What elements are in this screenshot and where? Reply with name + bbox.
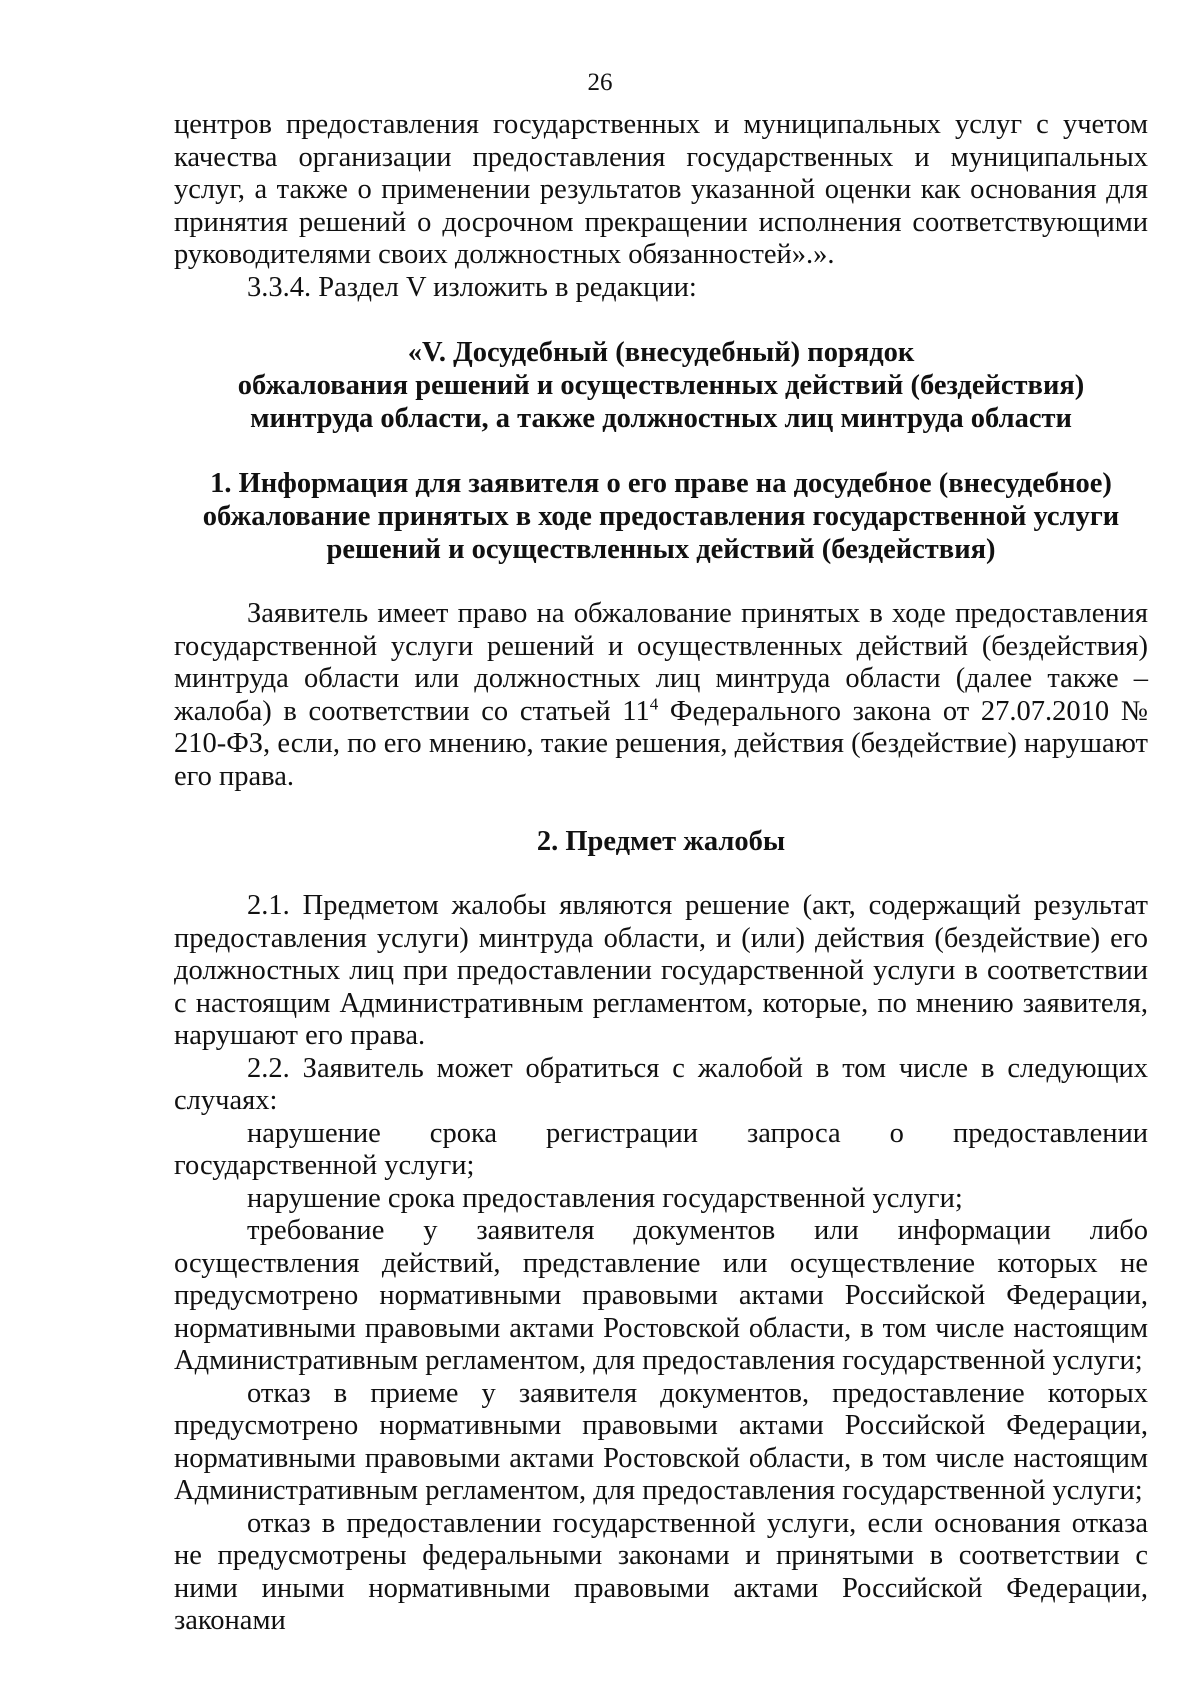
subsection-1-text-part: Заявитель имеет право на обжалование принятых в ходе предоставления государственной услуги решений и осуществленных действий (бездействия) минтруда области или должностных лиц минтруда области (далее также – жалоба) в соответствии со статьей 11 bbox=[174, 598, 1148, 727]
subsection-1-text-part: Федерального закона от 27.07.2010 № 210-ФЗ, если, по его мнению, такие решения, действия (бездействие) нарушают его права. bbox=[174, 695, 1148, 792]
list-item: нарушение срока предоставления государственной услуги; bbox=[247, 1182, 963, 1214]
section-v-heading-line: обжалования решений и осуществленных действий (бездействия) bbox=[237, 370, 1085, 401]
list-item: требование у заявителя документов или информации либо осуществления действий, представление или осуществление которых не предусмотрено нормативными правовыми актами Российской Федерации, нормативными правовыми актами Ростовской области, в том числе настоящим Административным регламентом, для предоставления государственной услуги; bbox=[174, 1215, 1148, 1376]
section-v-heading-line: минтруда области, а также должностных лиц минтруда области bbox=[250, 403, 1072, 434]
subsection-2-heading: 2. Предмет жалобы bbox=[536, 826, 786, 857]
subsection-1-heading bbox=[174, 467, 1148, 566]
subsection-1-heading-line: решений и осуществленных действий (бездействия) bbox=[326, 534, 996, 565]
subsection-1-heading-line: обжалование принятых в ходе предоставления государственной услуги bbox=[202, 501, 1120, 532]
list-item: отказ в приеме у заявителя документов, предоставление которых предусмотрено нормативными правовыми актами Российской Федерации, нормативными правовыми актами Ростовской области, в том числе настоящим Административным регламентом, для предоставления государственной услуги; bbox=[174, 1377, 1148, 1506]
paragraph-2-1: 2.1. Предметом жалобы являются решение (акт, содержащий результат предоставления услуги) минтруда области, и (или) действия (бездействие) его должностных лиц при предоставлении государственной услуги в соответствии с настоящим Административным регламентом, которые, по мнению заявителя, нарушают его права. bbox=[174, 890, 1148, 1051]
section-v-heading-line: «V. Досудебный (внесудебный) порядок bbox=[407, 337, 915, 368]
item-3-3-4: 3.3.4. Раздел V изложить в редакции: bbox=[247, 271, 697, 303]
intro-paragraph: центров предоставления государственных и муниципальных услуг с учетом качества организации предоставления государственных и муниципальных услуг, а также о применении результатов указанной оценки как основания для принятия решений о досрочном прекращении исполнения соответствующими руководителями своих должностных обязанностей».». bbox=[174, 109, 1148, 270]
section-v-heading bbox=[174, 336, 1148, 435]
list-item: нарушение срока регистрации запроса о предоставлении государственной услуги; bbox=[174, 1117, 1148, 1181]
article-superscript: 4 bbox=[649, 694, 659, 713]
subsection-1-paragraph bbox=[174, 598, 1148, 793]
paragraph-2-2: 2.2. Заявитель может обратиться с жалобой в том числе в следующих случаях: bbox=[174, 1052, 1148, 1116]
document-body bbox=[174, 109, 1148, 1638]
list-item: отказ в предоставлении государственной услуги, если основания отказа не предусмотрены федеральными законами и принятыми в соответствии с ними иными нормативными правовыми актами Российской Федерации, законами bbox=[174, 1507, 1148, 1636]
subsection-1-heading-line: 1. Информация для заявителя о его праве на досудебное (внесудебное) bbox=[210, 468, 1112, 499]
page-number: 26 bbox=[587, 69, 613, 96]
